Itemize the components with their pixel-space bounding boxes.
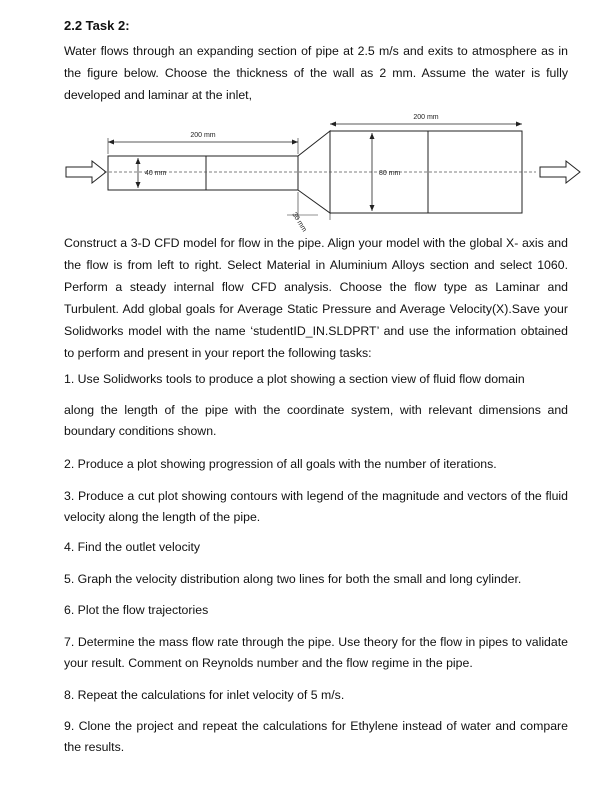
inlet-arrow-icon	[66, 161, 106, 183]
task-item-3: 3. Produce a cut plot showing contours with legend of the magnitude and vectors of the fluid velocity along the length of the pipe.	[64, 489, 568, 524]
task-item-5: 5. Graph the velocity distribution along two lines for both the small and long cylinder.	[64, 572, 522, 586]
section-heading: 2.2 Task 2:	[64, 18, 130, 33]
task-item-1: 1. Use Solidworks tools to produce a plot showing a section view of fluid flow domain	[64, 372, 525, 386]
pipe-figure	[0, 0, 600, 240]
task-item-2: 2. Produce a plot showing progression of all goals with the number of iterations.	[64, 457, 497, 471]
task-item-6: 6. Plot the flow trajectories	[64, 603, 209, 617]
dim-small-length: 200 mm	[190, 132, 216, 139]
outlet-arrow-icon	[540, 161, 580, 183]
task-item-7: 7. Determine the mass flow rate through the pipe. Use theory for the flow in pipes to validate your result. Comment on Reynolds number and the flow regime in the pipe.	[64, 635, 568, 670]
dim-small-diameter: 40 mm	[145, 170, 167, 177]
intro-paragraph: Water flows through an expanding section of pipe at 2.5 m/s and exits to atmosphere as in the figure below. Choose the thickness of the wall as 2 mm. Assume the water is fully developed and laminar at the inlet,	[64, 44, 568, 102]
task-item-9: 9. Clone the project and repeat the calculations for Ethylene instead of water and compare the results.	[64, 719, 568, 754]
task-item-1-continued: along the length of the pipe with the coordinate system, with relevant dimensions and boundary conditions shown.	[64, 403, 568, 438]
dim-large-length: 200 mm	[413, 114, 439, 121]
task-item-8: 8. Repeat the calculations for inlet velocity of 5 m/s.	[64, 688, 345, 702]
task-item-4: 4. Find the outlet velocity	[64, 540, 201, 554]
small-pipe	[108, 156, 298, 190]
dim-transition: 30 mm	[290, 211, 308, 234]
instructions-paragraph: Construct a 3-D CFD model for flow in the pipe. Align your model with the global X- axis and the flow is from left to right. Select Material in Aluminium Alloys section and select 1060. Perform a steady internal flow CFD analysis. Choose the flow type as Laminar and Turbulent. Add global goals for Average Static Pressure and Average Velocity(X).Save your Solidworks model with the name ‘studentID_IN.SLDPRT’ and use the information obtained to perform and present in your report the following tasks:	[64, 236, 568, 360]
dim-large-diameter: 80 mm	[379, 170, 401, 177]
